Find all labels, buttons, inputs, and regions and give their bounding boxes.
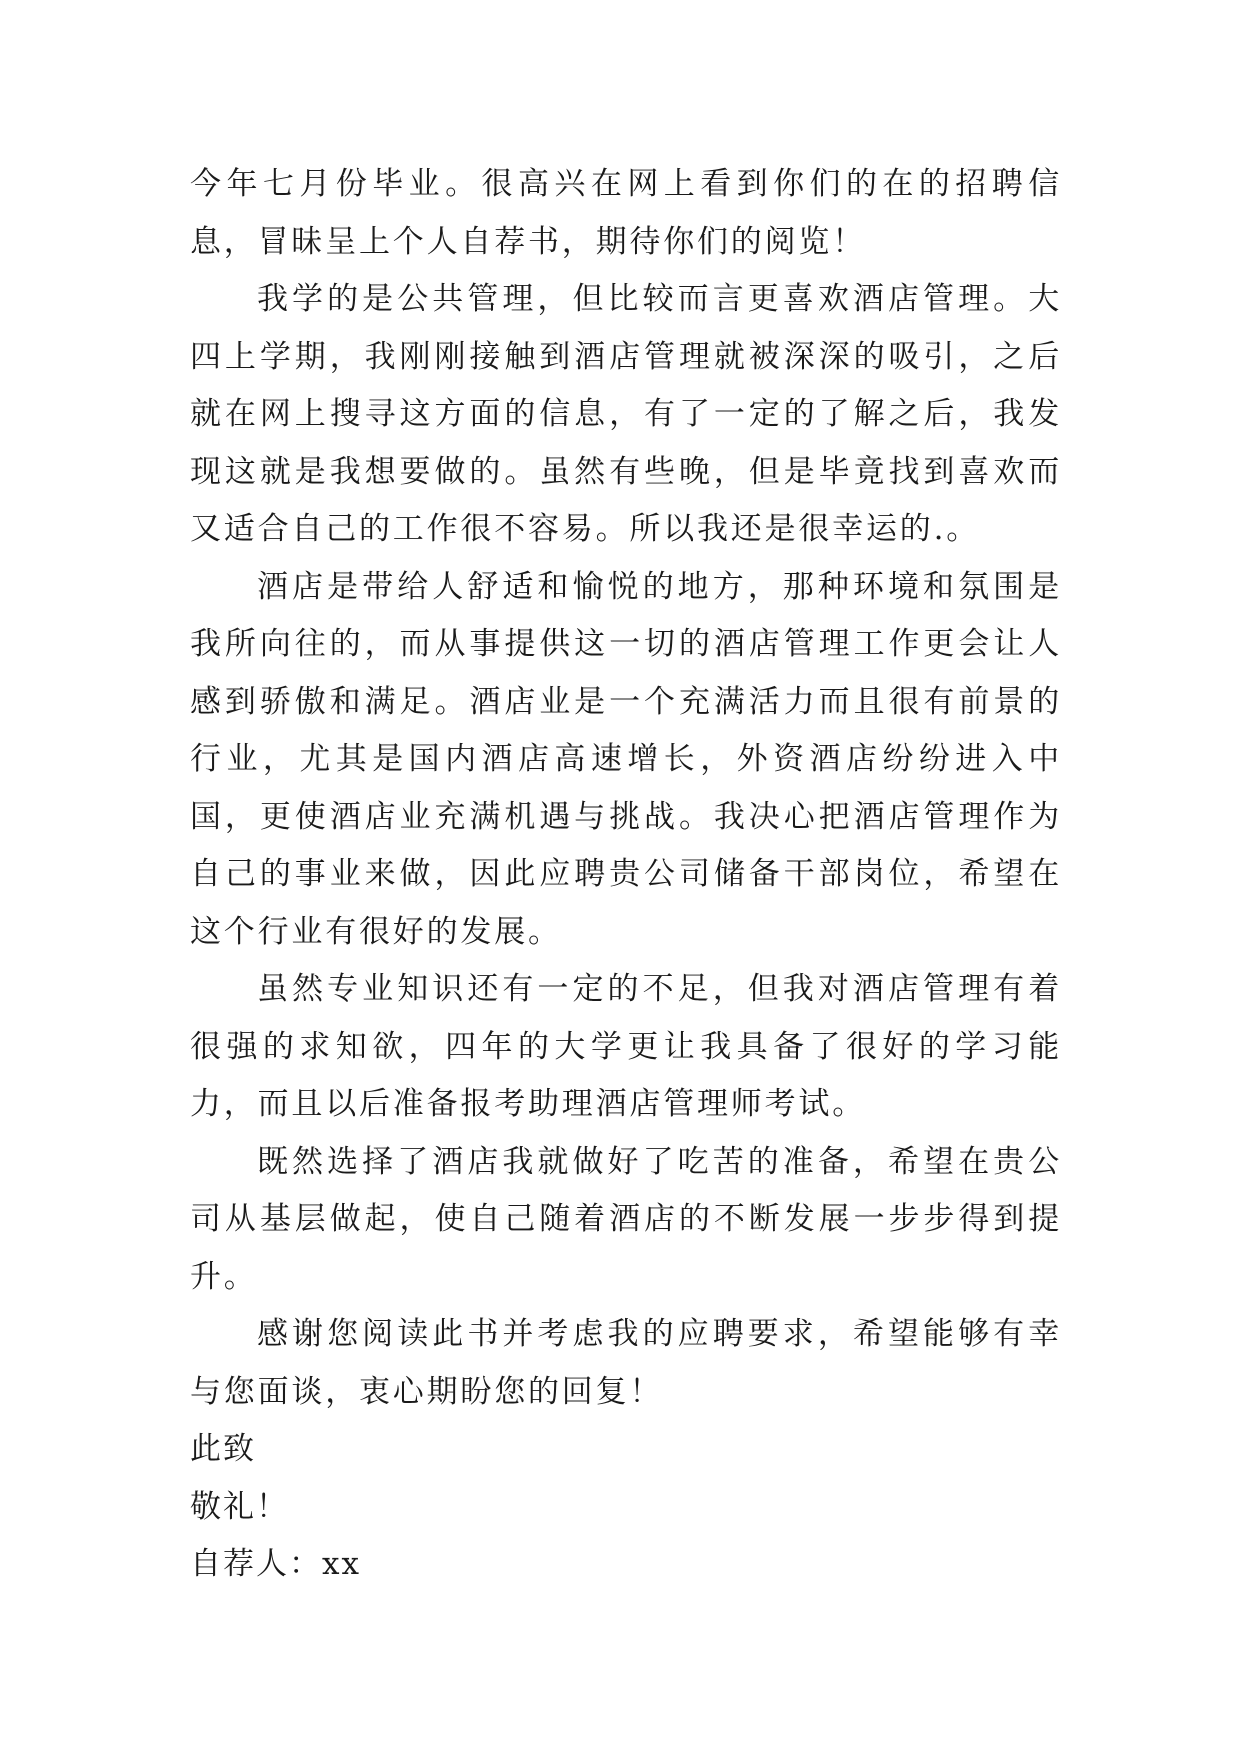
- closing-salutation: 此致: [190, 1431, 256, 1467]
- paragraph-hotel-industry: 酒店是带给人舒适和愉悦的地方，那种环境和氛围是我所向往的，而从事提供这一切的酒店管理工作更会让人感到骄傲和满足。酒店业是一个充满活力而且很有前景的行业，尤其是国内酒店高速增长，外资酒店纷纷进入中国，更使酒店业充满机遇与挑战。我决心把酒店管理作为自己的事业来做，因此应聘贵公司储备干部岗位，希望在这个行业有很好的发展。: [190, 568, 1062, 950]
- letter-body: [190, 156, 1062, 1594]
- closing-regards: 敬礼！: [190, 1488, 289, 1525]
- paragraph-thanks: 感谢您阅读此书并考虑我的应聘要求，希望能够有幸与您面谈，衷心期盼您的回复！: [190, 1316, 1062, 1410]
- paragraph-major: 我学的是公共管理，但比较而言更喜欢酒店管理。大四上学期，我刚刚接触到酒店管理就被深深的吸引，之后就在网上搜寻这方面的信息，有了一定的了解之后，我发现这就是我想要做的。虽然有些晚，但是毕竟找到喜欢而又适合自己的工作很不容易。所以我还是很幸运的.。: [190, 281, 1062, 547]
- paragraph-commitment: 既然选择了酒店我就做好了吃苦的准备，希望在贵公司从基层做起，使自己随着酒店的不断发展一步步得到提升。: [190, 1143, 1062, 1295]
- signature: 自荐人：xx: [190, 1546, 361, 1582]
- paragraph-skills: 虽然专业知识还有一定的不足，但我对酒店管理有着很强的求知欲，四年的大学更让我具备了很好的学习能力，而且以后准备报考助理酒店管理师考试。: [190, 971, 1062, 1122]
- paragraph-graduation: 今年七月份毕业。很高兴在网上看到你们的在的招聘信息，冒昧呈上个人自荐书，期待你们的阅览！: [190, 166, 1062, 260]
